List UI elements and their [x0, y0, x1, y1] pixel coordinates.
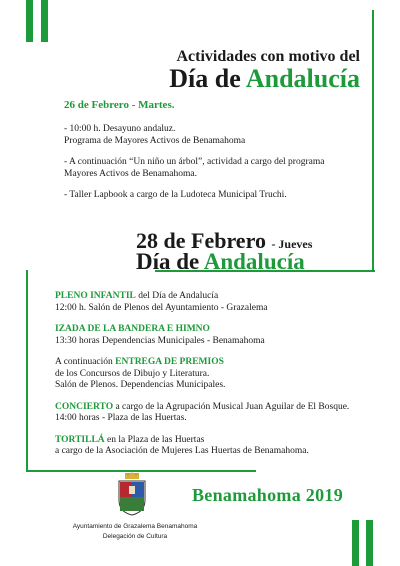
event-tortilla: [55, 435, 375, 458]
event-izada-bandera: [55, 324, 375, 347]
section1-item-1: - 10:00 h. Desayuno andaluz. Programa de Mayores Activos de Benamahoma: [64, 124, 246, 146]
header-line-2-highlight: Andalucía: [245, 64, 360, 93]
top-left-bar-1: [26, 0, 33, 42]
event-highlight: CONCIERTO: [55, 401, 114, 412]
municipal-coat-of-arms-icon: [115, 472, 149, 516]
event-text: del Día de Andalucía: [135, 291, 219, 301]
bottom-right-bar-1: [352, 520, 359, 566]
event-detail: 14:00 horas - Plaza de las Huertas.: [55, 413, 187, 423]
event-entrega-premios: [55, 357, 375, 392]
event-prefix: A continuación: [55, 357, 116, 367]
header-line-2-prefix: Día de: [169, 64, 241, 93]
section2-date-day: - Jueves: [271, 237, 313, 251]
crest-caption-1: Ayuntamiento de Grazalema Benamahoma: [72, 523, 198, 530]
bottom-right-bar-2: [366, 520, 373, 566]
header-line-2: [100, 64, 360, 94]
event-text: a cargo de la Agrupación Musical Juan Aguilar de El Bosque.: [113, 401, 350, 412]
event-text: en la Plaza de las Huertas: [104, 434, 205, 445]
event-detail: 12:00 h. Salón de Plenos del Ayuntamiento - Grazalema: [55, 302, 268, 313]
event-detail: a cargo de la Asociación de Mujeres Las Huertas de Benamahoma.: [55, 446, 309, 456]
section2-title-prefix: Día de: [136, 249, 200, 274]
crest-caption-2: Delegación de Cultura: [102, 533, 168, 540]
top-right-vertical-rule: [372, 10, 374, 270]
section2-list: [55, 291, 375, 468]
event-highlight: PLENO INFANTIL: [55, 291, 136, 301]
footer-brand: Benamahoma 2019: [192, 485, 344, 505]
header-line-1: Actividades con motivo del: [176, 48, 360, 65]
event-detail: de los Concursos de Dibujo y Literatura.: [55, 368, 210, 379]
event-detail-2: Salón de Plenos. Dependencias Municipales.: [55, 380, 226, 390]
section2-date-main: 28 de Febrero: [136, 228, 266, 253]
section1-item-2: - A continuación “Un niño un árbol”, actividad a cargo del programa Mayores Activos de Benamahoma.: [64, 157, 325, 179]
section2-title: [136, 249, 305, 275]
section1-list: [64, 124, 364, 212]
event-highlight: IZADA DE LA BANDERA E HIMNO: [55, 324, 210, 334]
event-highlight: ENTREGA DE PREMIOS: [115, 357, 224, 367]
event-highlight: TORTILLÁ: [55, 434, 105, 445]
section2-title-highlight: Andalucía: [203, 249, 305, 274]
left-vertical-rule: [26, 270, 28, 470]
top-left-bar-2: [41, 0, 48, 42]
event-pleno-infantil: [55, 291, 375, 314]
event-concierto: [55, 402, 375, 425]
section1-item-3: - Taller Lapbook a cargo de la Ludoteca Municipal Truchi.: [64, 190, 287, 200]
event-detail: 13:30 horas Dependencias Municipales - Benamahoma: [55, 335, 265, 346]
section1-date: 26 de Febrero - Martes.: [64, 99, 175, 111]
